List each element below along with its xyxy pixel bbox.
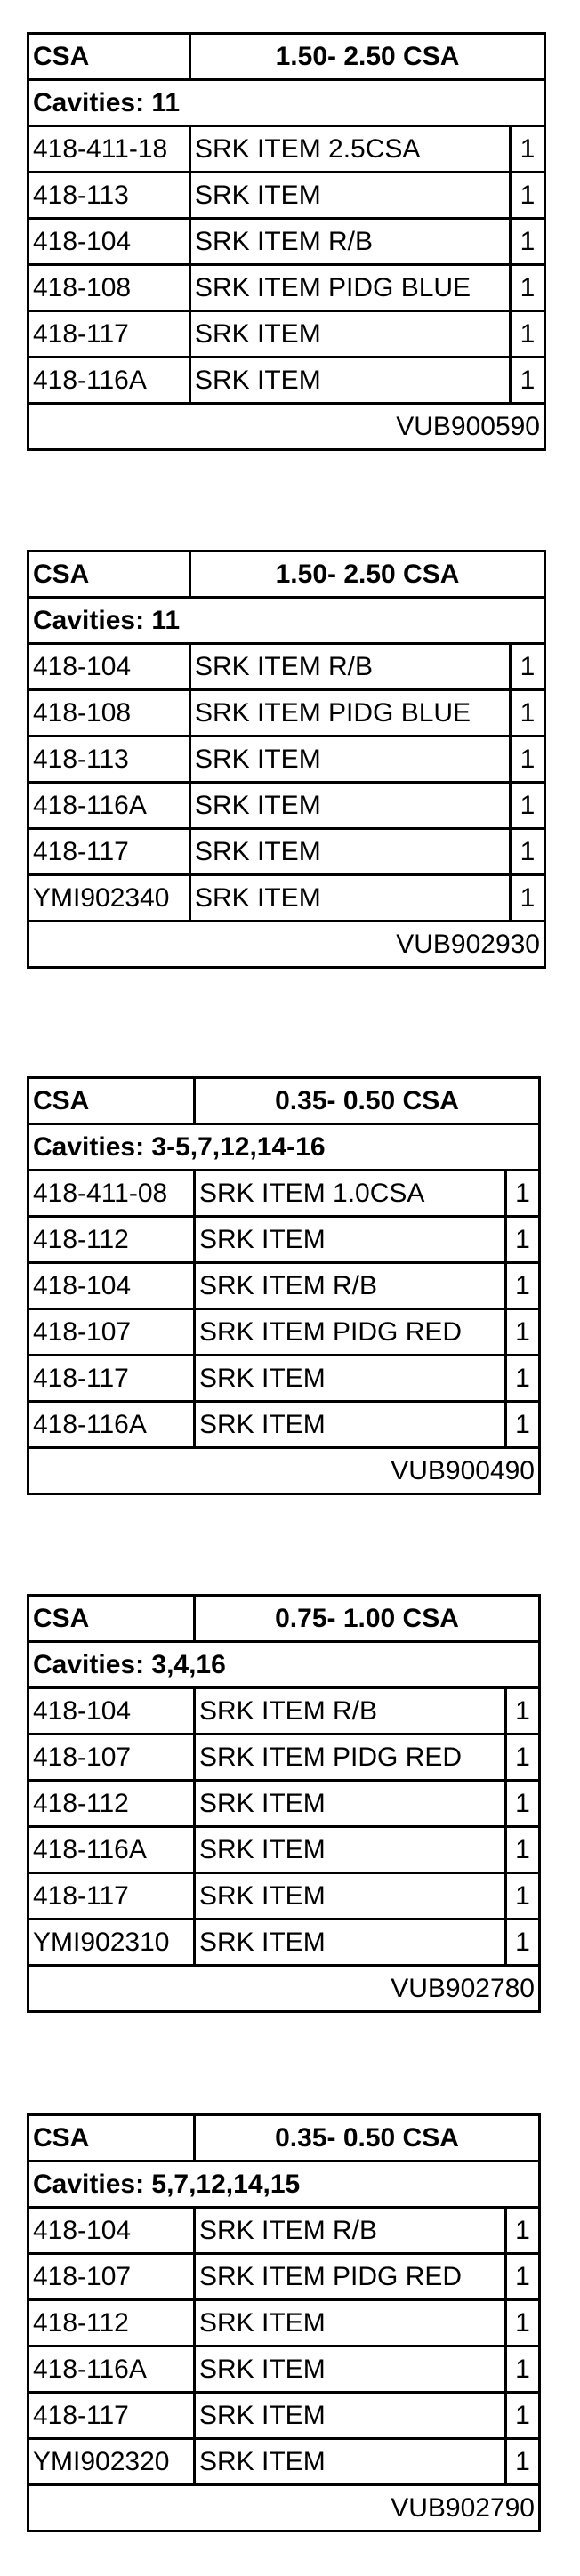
item-description: SRK ITEM R/B	[195, 1688, 506, 1735]
footer-code: VUB902930	[28, 922, 545, 968]
item-quantity: 1	[511, 875, 545, 922]
footer-code: VUB902790	[28, 2485, 540, 2532]
part-number: 418-104	[28, 644, 190, 690]
part-number: 418-116A	[28, 1402, 195, 1448]
item-quantity: 1	[506, 2300, 540, 2347]
table-row	[28, 1263, 540, 1309]
item-description: SRK ITEM PIDG BLUE	[190, 265, 511, 311]
csa-table-block-5	[27, 2113, 541, 2532]
footer-code: VUB902780	[28, 1966, 540, 2012]
item-description: SRK ITEM PIDG RED	[195, 1309, 506, 1356]
item-quantity: 1	[506, 1356, 540, 1402]
part-number: 418-117	[28, 1873, 195, 1920]
csa-table	[27, 1076, 541, 1495]
item-description: SRK ITEM	[195, 2439, 506, 2485]
part-number: 418-117	[28, 829, 190, 875]
table-row	[28, 644, 545, 690]
part-number: 418-108	[28, 265, 190, 311]
item-description: SRK ITEM	[195, 1781, 506, 1827]
table-row	[28, 2254, 540, 2300]
csa-table	[27, 1594, 541, 2013]
part-number: 418-113	[28, 173, 190, 219]
item-description: SRK ITEM	[190, 783, 511, 829]
part-number: 418-107	[28, 1735, 195, 1781]
table-row	[28, 358, 545, 404]
cavities-row	[28, 80, 545, 126]
cavities-label: Cavities: 5,7,12,14,15	[28, 2161, 540, 2208]
table-row	[28, 1356, 540, 1402]
item-quantity: 1	[511, 265, 545, 311]
item-description: SRK ITEM	[195, 1402, 506, 1448]
part-number: 418-113	[28, 737, 190, 783]
cavities-label: Cavities: 11	[28, 80, 545, 126]
item-quantity: 1	[506, 1171, 540, 1217]
part-number: 418-112	[28, 1781, 195, 1827]
part-number: 418-112	[28, 1217, 195, 1263]
cavities-row	[28, 1642, 540, 1688]
cavities-label: Cavities: 3-5,7,12,14-16	[28, 1124, 540, 1171]
item-quantity: 1	[506, 1402, 540, 1448]
item-description: SRK ITEM	[190, 358, 511, 404]
table-row	[28, 173, 545, 219]
item-description: SRK ITEM PIDG RED	[195, 1735, 506, 1781]
cavities-row	[28, 2161, 540, 2208]
footer-row	[28, 2485, 540, 2532]
item-quantity: 1	[506, 1781, 540, 1827]
header-label: CSA	[28, 551, 190, 598]
item-quantity: 1	[511, 690, 545, 737]
csa-table-block-2	[27, 550, 546, 969]
footer-code: VUB900590	[28, 404, 545, 450]
item-quantity: 1	[506, 1309, 540, 1356]
item-quantity: 1	[511, 829, 545, 875]
header-value: 1.50- 2.50 CSA	[190, 551, 545, 598]
table-row	[28, 1827, 540, 1873]
part-number: 418-116A	[28, 2347, 195, 2393]
part-number: 418-411-08	[28, 1171, 195, 1217]
part-number: 418-107	[28, 2254, 195, 2300]
item-quantity: 1	[506, 2254, 540, 2300]
item-description: SRK ITEM R/B	[190, 219, 511, 265]
item-description: SRK ITEM	[195, 2393, 506, 2439]
table-row	[28, 2439, 540, 2485]
csa-table-block-4	[27, 1594, 541, 2013]
item-description: SRK ITEM	[195, 2300, 506, 2347]
item-quantity: 1	[506, 2347, 540, 2393]
item-quantity: 1	[506, 1873, 540, 1920]
item-description: SRK ITEM	[195, 2347, 506, 2393]
item-quantity: 1	[506, 2393, 540, 2439]
item-quantity: 1	[511, 173, 545, 219]
part-number: 418-117	[28, 1356, 195, 1402]
item-quantity: 1	[506, 1263, 540, 1309]
item-description: SRK ITEM	[190, 875, 511, 922]
header-value: 0.35- 0.50 CSA	[195, 1078, 540, 1124]
table-row	[28, 1688, 540, 1735]
table-row	[28, 311, 545, 358]
part-number: 418-116A	[28, 358, 190, 404]
header-label: CSA	[28, 34, 190, 80]
table-row	[28, 783, 545, 829]
table-row	[28, 126, 545, 173]
header-row	[28, 1078, 540, 1124]
item-quantity: 1	[506, 1827, 540, 1873]
part-number: 418-104	[28, 1263, 195, 1309]
table-row	[28, 875, 545, 922]
item-description: SRK ITEM	[195, 1920, 506, 1966]
item-quantity: 1	[506, 1920, 540, 1966]
table-row	[28, 219, 545, 265]
item-quantity: 1	[506, 2439, 540, 2485]
table-row	[28, 1309, 540, 1356]
table-row	[28, 2347, 540, 2393]
table-row	[28, 829, 545, 875]
part-number: 418-117	[28, 2393, 195, 2439]
item-quantity: 1	[506, 1217, 540, 1263]
item-quantity: 1	[511, 737, 545, 783]
item-description: SRK ITEM	[195, 1873, 506, 1920]
item-quantity: 1	[511, 219, 545, 265]
part-number: 418-108	[28, 690, 190, 737]
footer-code: VUB900490	[28, 1448, 540, 1494]
csa-table-block-3	[27, 1076, 541, 1495]
header-row	[28, 34, 545, 80]
cavities-label: Cavities: 3,4,16	[28, 1642, 540, 1688]
table-row	[28, 2393, 540, 2439]
cavities-label: Cavities: 11	[28, 598, 545, 644]
item-quantity: 1	[511, 783, 545, 829]
item-quantity: 1	[506, 1688, 540, 1735]
item-quantity: 1	[511, 358, 545, 404]
item-quantity: 1	[511, 644, 545, 690]
table-row	[28, 265, 545, 311]
item-description: SRK ITEM	[195, 1827, 506, 1873]
part-number: 418-104	[28, 2208, 195, 2254]
table-row	[28, 1873, 540, 1920]
item-description: SRK ITEM	[190, 173, 511, 219]
csa-table	[27, 550, 546, 969]
header-value: 1.50- 2.50 CSA	[190, 34, 545, 80]
item-description: SRK ITEM R/B	[190, 644, 511, 690]
item-description: SRK ITEM	[190, 311, 511, 358]
part-number: YMI902310	[28, 1920, 195, 1966]
part-number: YMI902320	[28, 2439, 195, 2485]
table-row	[28, 2300, 540, 2347]
item-description: SRK ITEM	[190, 737, 511, 783]
header-value: 0.75- 1.00 CSA	[195, 1596, 540, 1642]
table-row	[28, 1402, 540, 1448]
table-row	[28, 2208, 540, 2254]
header-label: CSA	[28, 1596, 195, 1642]
part-number: 418-116A	[28, 1827, 195, 1873]
item-quantity: 1	[511, 311, 545, 358]
part-number: 418-117	[28, 311, 190, 358]
footer-row	[28, 1448, 540, 1494]
item-description: SRK ITEM R/B	[195, 2208, 506, 2254]
item-description: SRK ITEM	[195, 1356, 506, 1402]
footer-row	[28, 404, 545, 450]
table-row	[28, 1217, 540, 1263]
part-number: 418-107	[28, 1309, 195, 1356]
item-description: SRK ITEM PIDG BLUE	[190, 690, 511, 737]
part-number: 418-411-18	[28, 126, 190, 173]
table-row	[28, 1920, 540, 1966]
header-label: CSA	[28, 1078, 195, 1124]
part-number: YMI902340	[28, 875, 190, 922]
item-quantity: 1	[506, 1735, 540, 1781]
table-row	[28, 690, 545, 737]
footer-row	[28, 922, 545, 968]
part-number: 418-116A	[28, 783, 190, 829]
part-number: 418-112	[28, 2300, 195, 2347]
part-number: 418-104	[28, 219, 190, 265]
table-row	[28, 1781, 540, 1827]
item-description: SRK ITEM	[190, 829, 511, 875]
item-description: SRK ITEM 1.0CSA	[195, 1171, 506, 1217]
cavities-row	[28, 1124, 540, 1171]
csa-table	[27, 32, 546, 451]
header-row	[28, 1596, 540, 1642]
table-row	[28, 1171, 540, 1217]
item-quantity: 1	[511, 126, 545, 173]
part-number: 418-104	[28, 1688, 195, 1735]
item-description: SRK ITEM PIDG RED	[195, 2254, 506, 2300]
cavities-row	[28, 598, 545, 644]
item-quantity: 1	[506, 2208, 540, 2254]
header-label: CSA	[28, 2115, 195, 2161]
csa-table	[27, 2113, 541, 2532]
item-description: SRK ITEM R/B	[195, 1263, 506, 1309]
table-row	[28, 1735, 540, 1781]
footer-row	[28, 1966, 540, 2012]
header-row	[28, 551, 545, 598]
item-description: SRK ITEM 2.5CSA	[190, 126, 511, 173]
csa-table-block-1	[27, 32, 546, 451]
header-value: 0.35- 0.50 CSA	[195, 2115, 540, 2161]
header-row	[28, 2115, 540, 2161]
table-row	[28, 737, 545, 783]
item-description: SRK ITEM	[195, 1217, 506, 1263]
